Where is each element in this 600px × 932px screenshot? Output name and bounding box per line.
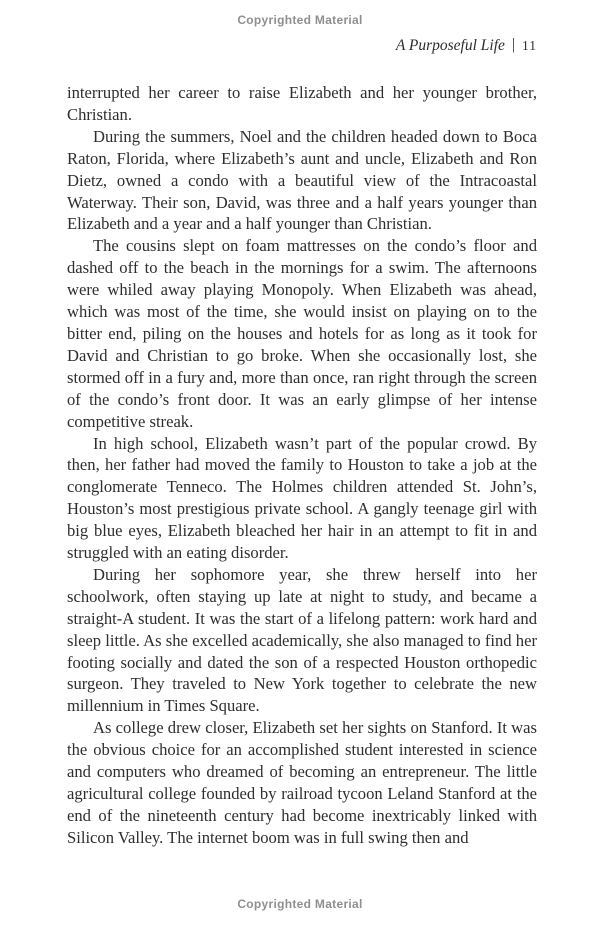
body-paragraph: During her sophomore year, she threw herself into her schoolwork, often staying up late at night to study, and became a straight-A student. It was the start of a lifelong pattern: work hard and sleep little. As she excelled academically, she also managed to find her footing socially and dated the son of a respected Houston orthopedic surgeon. They traveled to New York together to celebrate the new millennium in Times Square. (67, 564, 537, 716)
body-paragraph: In high school, Elizabeth wasn’t part of the popular crowd. By then, her father had moved the family to Houston to take a job at the conglomerate Tenneco. The Holmes children attended St. John’s, Houston’s most prestigious private school. A gangly teenage girl with big blue eyes, Elizabeth bleached her hair in an attempt to fit in and struggled with an eating disorder. (67, 433, 537, 563)
chapter-title: A Purposeful Life (395, 37, 505, 54)
copyright-notice-top: Copyrighted Material (237, 13, 363, 27)
header-separator: | (511, 36, 515, 53)
body-paragraph: As college drew closer, Elizabeth set her sights on Stanford. It was the obvious choice for an accomplished student interested in science and computers who dreamed of becoming an entrepreneur. The little agricultural college founded by railroad tycoon Leland Stanford at the end of the nineteenth century had become inextricably linked with Silicon Valley. The internet boom was in full swing then and (67, 718, 537, 847)
body-paragraph: interrupted her career to raise Elizabeth and her younger brother, Christian. (67, 83, 537, 124)
running-header (67, 37, 537, 55)
body-text (67, 82, 537, 849)
page-number: 11 (522, 38, 537, 53)
copyright-notice-bottom: Copyrighted Material (237, 897, 363, 911)
body-paragraph: During the summers, Noel and the children headed down to Boca Raton, Florida, where Elizabeth’s aunt and uncle, Elizabeth and Ron Dietz, owned a condo with a beautiful view of the Intracoastal Waterway. Their son, David, was three and a half years younger than Elizabeth and a year and a half younger than Christian. (67, 126, 537, 234)
body-paragraph: The cousins slept on foam mattresses on the condo’s floor and dashed off to the beach in the mornings for a swim. The afternoons were whiled away playing Monopoly. When Elizabeth was ahead, which was most of the time, she would insist on playing on to the bitter end, piling on the houses and hotels for as long as it took for David and Christian to go broke. When she occasionally lost, she stormed off in a fury and, more than once, ran right through the screen of the condo’s front door. It was an early glimpse of her intense competitive streak. (67, 236, 537, 431)
